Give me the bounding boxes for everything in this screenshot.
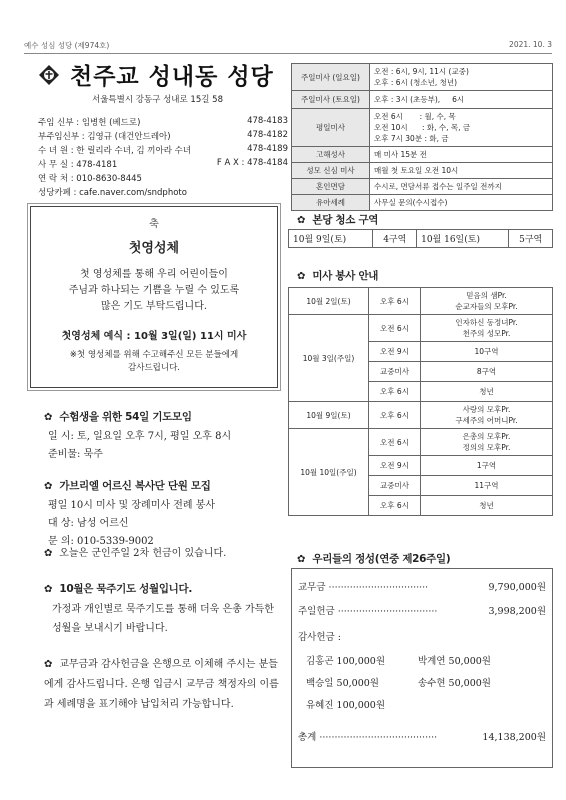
donor: 송수현 50,000원 (418, 678, 491, 689)
flower-icon: ✿ (297, 271, 306, 282)
table-row: 주일미사 (일요일) 오전 : 6시, 9시, 11시 (교중) 오후 : 6시 (청소년, 청년) (292, 64, 553, 91)
district-heading: ✿ 본당 청소 구역 (297, 214, 379, 226)
table-row: 오후 6시 청년 (289, 382, 553, 402)
first-communion-note: ※첫 영성체를 위해 수고해주신 모든 분들에게 감사드립니다. (69, 350, 239, 373)
table-row: 유아세례 사무실 문의(수시접수) (292, 195, 553, 211)
parish-logo-icon (38, 64, 60, 86)
district-table (288, 229, 553, 248)
staff-row: 사 무 실 : 478-4181 F A X : 478-4184 (38, 158, 288, 170)
flower-icon: ✿ (44, 481, 53, 492)
first-communion-body: 첫 영성체를 통해 우리 어린이들이 주님과 하나되는 기쁨을 누릴 수 있도록 많은 기도 부탁드립니다. (68, 269, 240, 312)
table-row: 혼인면담 수시로, 면담서류 접수는 일주일 전까지 (292, 179, 553, 195)
table-row: 10월 9일(토) 4구역 10월 16일(토) 5구역 (289, 230, 553, 248)
bulletin-number: 예수 성심 성당 (제974호) (24, 41, 110, 50)
flower-icon: ✿ (44, 584, 53, 595)
table-row: 오전 9시 1구역 (289, 456, 553, 476)
table-row: 10월 2일(토) 오후 6시 믿음의 샘Pr. 순교자들의 모후Pr. (289, 288, 553, 315)
table-row: 10월 3일(주일) 오전 6시 인자하신 동정녀Pr. 천주의 성모Pr. (289, 315, 553, 342)
bulletin-header (24, 40, 552, 51)
celebration-badge: 축 (149, 219, 159, 230)
first-communion-box (30, 206, 278, 388)
table-row: 교중미사 8구역 (289, 362, 553, 382)
table-row: 10월 10일(주일) 오전 6시 은총의 모후Pr. 정의의 모후Pr. (289, 429, 553, 456)
notice-collection: ✿ 오늘은 군인주일 2차 헌금이 있습니다. (44, 545, 284, 563)
staff-row: 주임 신부 : 임병헌 (베드로) 478-4183 (38, 116, 288, 128)
table-row: 주일미사 (토요일) 오후 : 3시 (초등부), 6시 (292, 91, 553, 109)
donor: 박계연 50,000원 (418, 656, 491, 667)
notice-bank: ✿ 교무금과 감사헌금을 은행으로 이체해 주시는 분들에게 감사드립니다. 은행 입금시 교무금 책정자의 이름과 세례명을 표기해야 납입처리 가능합니다. (44, 655, 284, 715)
table-row: 평일미사 오전 6시 : 월, 수, 목 오전 10시 : 화, 수, 목, 금 오후 7시 30분 : 화, 금 (292, 109, 553, 147)
header-divider (24, 53, 552, 54)
flower-icon: ✿ (44, 659, 53, 670)
mass-service-heading: ✿ 미사 봉사 안내 (297, 270, 379, 282)
donor: 유혜진 100,000원 (306, 700, 386, 711)
flower-icon: ✿ (297, 554, 306, 565)
table-row: 성모 신심 미사 매월 첫 토요일 오전 10시 (292, 163, 553, 179)
parish-address: 서울특별시 강동구 성내로 15길 58 (92, 95, 223, 105)
notice-rosary: ✿ 10월은 묵주기도 성월입니다. 가정과 개인별로 묵주기도를 통해 더욱 은총 가득한 성월을 보내시기 바랍니다. (44, 583, 274, 634)
first-communion-date: 첫영성체 예식 : 10월 3일(일) 11시 미사 (61, 331, 247, 342)
notice-recruit: ✿ 가브리엘 어르신 복사단 단원 모집 평일 10시 미사 및 장례미사 전례 봉사 대 상: 남성 어르신 문 의: 010-5339-9002 (44, 480, 216, 547)
table-row: 오전 9시 10구역 (289, 342, 553, 362)
staff-row: 부주임신부 : 김영규 (대건안드레아) 478-4182 (38, 130, 288, 142)
staff-list (38, 116, 288, 200)
table-row: 오후 6시 청년 (289, 496, 553, 516)
mass-service-table (288, 287, 553, 516)
offering-heading: ✿ 우리들의 정성(연중 제26주일) (297, 553, 451, 565)
flower-icon: ✿ (44, 548, 53, 559)
flower-icon: ✿ (44, 412, 53, 423)
staff-row: 성당카페 : cafe.naver.com/sndphoto (38, 188, 187, 198)
offering-total: 14,138,200원 (480, 729, 546, 743)
offering-gyomugeum: 9,790,000원 (486, 579, 546, 593)
first-communion-title: 첫영성체 (128, 241, 180, 256)
donor: 백승일 50,000원 (306, 678, 379, 689)
table-row: 교중미사 11구역 (289, 476, 553, 496)
donor: 김홍곤 100,000원 (306, 656, 386, 667)
flower-icon: ✿ (297, 215, 306, 226)
table-row: 10월 9일(토) 오후 6시 사랑의 모후Pr. 구세주의 어머니Pr. (289, 402, 553, 429)
offering-jueil: 3,998,200원 (486, 603, 546, 617)
bulletin-date: 2021. 10. 3 (509, 40, 552, 49)
offering-box: 교무금 ································· 9,790,000원 주일헌금 ································· 3,998,200원 감사헌금 : 김홍곤 100,000원 박계연 50,000원 백승일 50,000원 송수현 50,000원 유혜진 100,000원 총계 ······································· 14,138,200원 (291, 568, 553, 768)
staff-row: 수 녀 원 : 한 릴리라 수녀, 김 끼아라 수녀 478-4189 (38, 144, 288, 156)
table-row: 고해성사 매 미사 15분 전 (292, 147, 553, 163)
notice-prayer: ✿ 수험생을 위한 54일 기도모임 일 시: 토, 일요일 오후 7시, 평일 오후 8시 준비물: 묵주 (44, 411, 232, 460)
mass-schedule-table (291, 63, 553, 211)
parish-title: 천주교 성내동 성당 (70, 64, 274, 90)
staff-row: 연 락 처 : 010-8630-8445 (38, 174, 142, 184)
